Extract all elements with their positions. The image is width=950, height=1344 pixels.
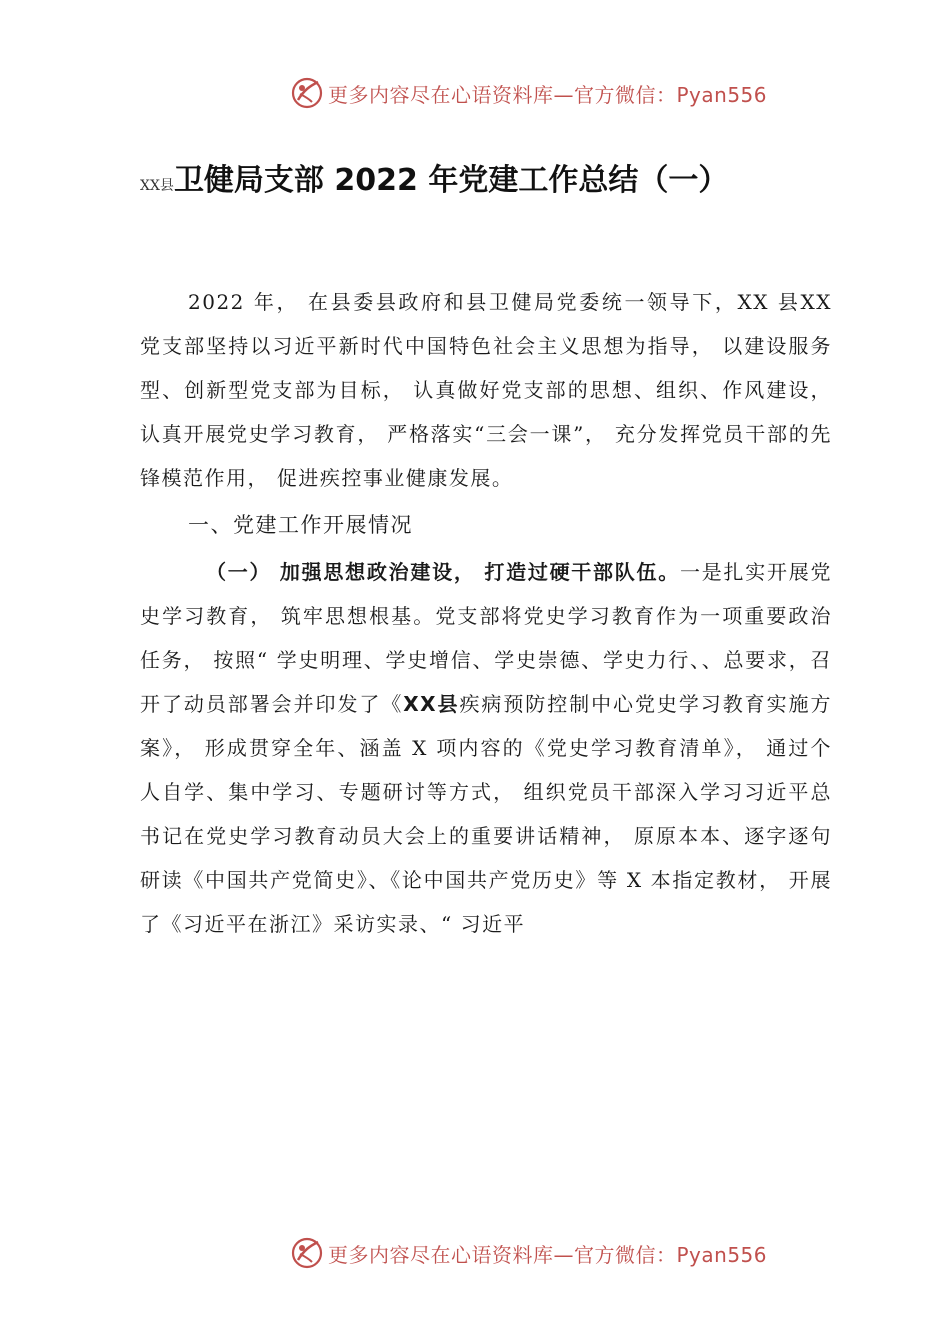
scroll-quill-icon — [290, 76, 324, 110]
document-body — [140, 280, 832, 946]
subsection-paragraph — [140, 550, 832, 946]
watermark-banner-bottom — [290, 1233, 810, 1273]
subsection-bold-inline: XX县 — [403, 692, 460, 716]
watermark-banner-top — [290, 73, 810, 113]
watermark-text: 更多内容尽在心语资料库—官方微信：Pyan556 — [328, 1242, 768, 1267]
intro-paragraph: 2022 年， 在县委县政府和县卫健局党委统一领导下，XX 县XX 党支部坚持以习近平新时代中国特色社会主义思想为指导， 以建设服务型、创新型党支部为目标， 认真做好党支部的思想、组织、作风建设， 认真开展党史学习教育， 严格落实“三会一课”， 充分发挥党员干部的先锋模范作用， 促进疾控事业健康发展。 — [140, 290, 832, 490]
title-prefix: XX县 — [140, 178, 174, 194]
scroll-quill-icon — [290, 1236, 324, 1270]
page-title — [140, 155, 840, 199]
subsection-text-2: 疾病预防控制中心党史学习教育实施方案》， 形成贯穿全年、涵盖 X 项内容的《党史学习教育清单》， 通过个人自学、集中学习、专题研讨等方式， 组织党员干部深入学习习近平总书记在党史学习教育动员大会上的重要讲话精神， 原原本本、逐字逐句研读《中国共产党简史》、《论中国共产党历史》等 X 本指定教材， 开展了《习近平在浙江》采访实录、“ 习近平 — [140, 692, 833, 936]
subsection-text-1: 一是扎实开展党史学习教育， 筑牢思想根基。党支部将党史学习教育作为一项重要政治任务， 按照“ 学史明理、学史增信、学史崇德、学史力行、、总要求，召开了动员部署会并印发了《 — [140, 560, 832, 716]
watermark-text: 更多内容尽在心语资料库—官方微信：Pyan556 — [328, 82, 768, 107]
title-main: 卫健局支部 2022 年党建工作总结（一） — [173, 163, 729, 198]
section-heading: 一、党建工作开展情况 — [188, 513, 413, 537]
subsection-bold-lead: （一） 加强思想政治建设， 打造过硬干部队伍。 — [206, 560, 681, 584]
